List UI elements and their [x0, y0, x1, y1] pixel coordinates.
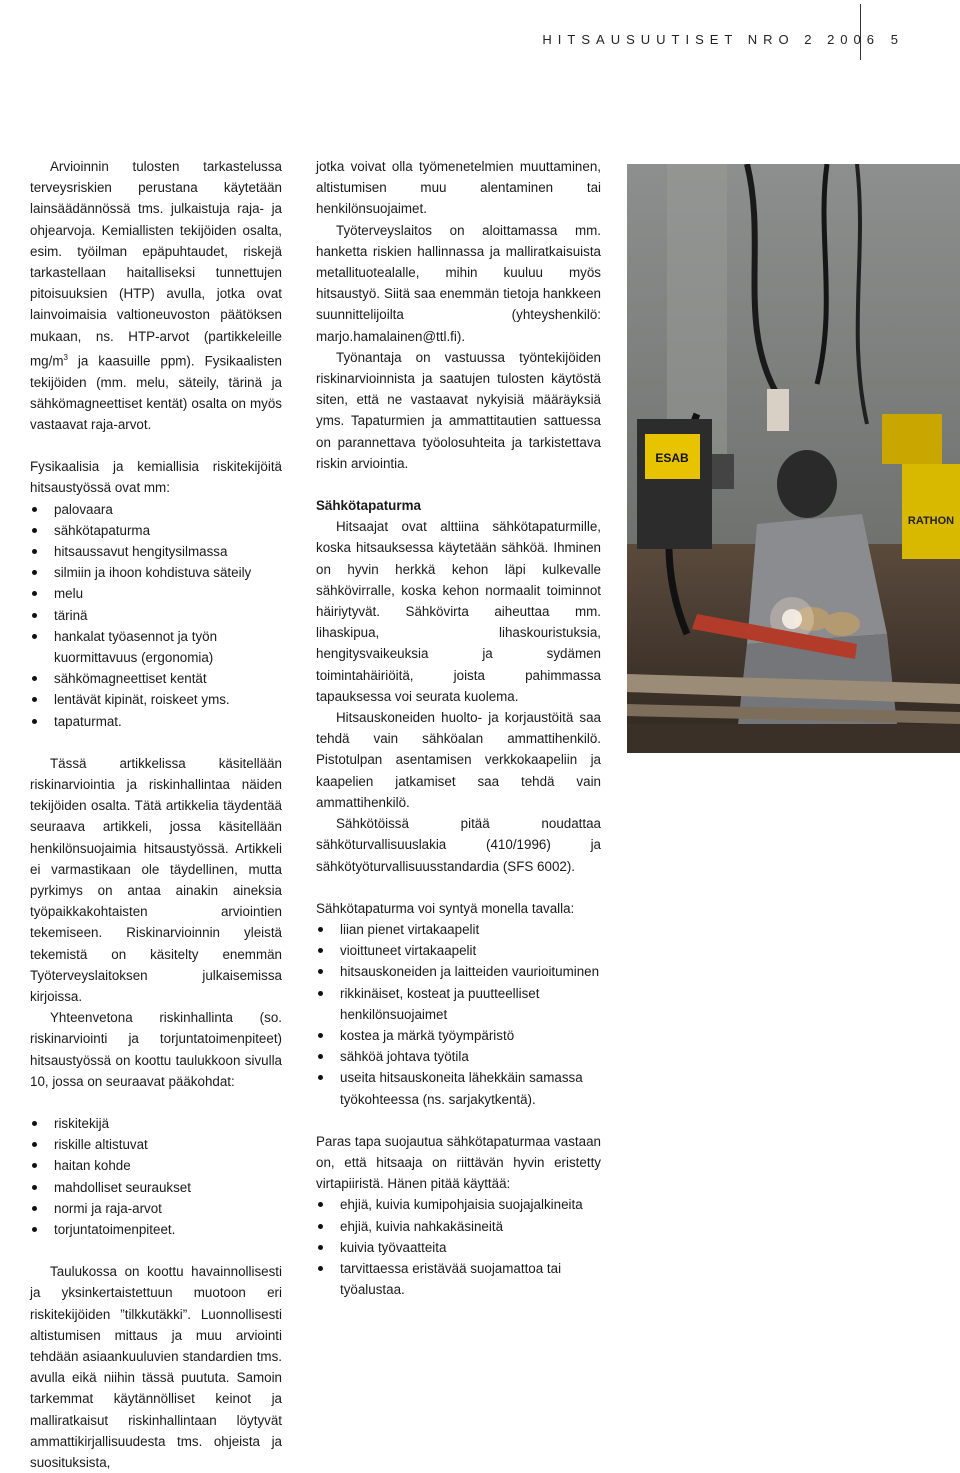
page-number: 5	[890, 32, 898, 47]
list-item: palovaara	[30, 499, 282, 520]
risk-factor-list	[30, 499, 282, 732]
column-middle	[316, 156, 601, 1300]
paragraph-text-cont: ja kaasuille ppm). Fysikaalisten tekijöiden (mm. melu, säteily, tärinä ja sähkömagneettiset kentät) osalta on myös vastaavat raja-arvot.	[30, 353, 282, 432]
list-item: rikkinäiset, kosteat ja puutteelliset henkilönsuojaimet	[316, 983, 601, 1025]
list-item: mahdolliset seuraukset	[30, 1177, 282, 1198]
running-header: HITSAUSUUTISET NRO 2 2006	[542, 32, 880, 47]
list-item: haitan kohde	[30, 1155, 282, 1176]
list-item: ehjiä, kuivia nahkakäsineitä	[316, 1216, 601, 1237]
paragraph: Sähkötapaturma voi syntyä monella tavalla:	[316, 900, 575, 916]
list-item: tarvittaessa eristävää suojamattoa tai työalustaa.	[316, 1258, 601, 1300]
list-item: ehjiä, kuivia kumipohjaisia suojajalkineita	[316, 1194, 601, 1215]
list-item: tärinä	[30, 605, 282, 626]
paragraph: Yhteenvetona riskinhallinta (so. riskinarviointi ja torjuntatoimenpiteet) hitsaustyössä on koottu taulukkoon sivulla 10, jossa on seuraavat pääkohdat:	[30, 1010, 282, 1089]
welder-photo	[627, 164, 960, 753]
list-item: melu	[30, 583, 282, 604]
list-item: vioittuneet virtakaapelit	[316, 940, 601, 961]
paragraph: Työnantaja on vastuussa työntekijöiden riskinarvioinnista ja saatujen tulosten käytöstä siten, että ne vastaavat nykyisiä määräyksiä yms. Tapaturmien ja ammattitautien sattuessa on parannettava työolosuhteita ja tarkistettava riskin arviointia.	[316, 349, 601, 471]
hazard-list	[316, 919, 601, 1110]
paragraph: Työterveyslaitos on aloittamassa mm. hanketta riskien hallinnassa ja malliratkaisuista metallituotealalle, mihin kuuluu myös hitsaustyö. Siitä saa enemmän tietoja hankkeen suunnittelijoilta (yhteyshenkilö: marjo.hamalainen@ttl.fi).	[316, 222, 601, 344]
list-item: kuivia työvaatteita	[316, 1237, 601, 1258]
paragraph: Hitsaajat ovat alttiina sähkötapaturmille, koska hitsauksessa käytetään sähköä. Ihminen on hyvin herkkä kehon läpi kulkevalle sähkövirralle, koska kehon normaalit toiminnot häiriytyvät. Sähkövirta aiheuttaa mm. lihaskipua, lihaskouristuksia, hengitysvaikeuksia ja sydämen toimintahäiriöitä, joista pahimmassa tapauksessa voi seurata kuolema.	[316, 519, 601, 704]
superscript: 3	[63, 352, 68, 362]
machine-label: ESAB	[655, 451, 689, 465]
summary-list	[30, 1113, 282, 1240]
list-item: kostea ja märkä työympäristö	[316, 1025, 601, 1046]
list-item: hitsauskoneiden ja laitteiden vaurioituminen	[316, 961, 601, 982]
list-item: sähkötapaturma	[30, 520, 282, 541]
list-item: normi ja raja-arvot	[30, 1198, 282, 1219]
list-item: silmiin ja ihoon kohdistuva säteily	[30, 562, 282, 583]
list-item: useita hitsauskoneita lähekkäin samassa työkohteessa (ns. sarjakytkentä).	[316, 1067, 601, 1109]
paragraph: Taulukossa on koottu havainnollisesti ja yksinkertaistettuun muotoon eri riskitekijöiden ”tilkkutäkki”. Luonnollisesti altistumisen mittaus ja muu arviointi tehdään asiaankuuluvien standardien tms. avulla eikä niihin tässä puututa. Samoin tarkemmat käytännölliset keinot ja malliratkaisut riskinhallintaan löytyvät ammattikirjallisuudesta tms. ohjeista ja suosituksista,	[30, 1264, 282, 1471]
list-item: tapaturmat.	[30, 711, 282, 732]
paragraph-text: Arvioinnin tulosten tarkastelussa terveysriskien perustana käytetään lainsäädännössä tms. julkaistuja raja- ja ohjearvoja. Kemiallisten tekijöiden osalta, esim. työilman epäpuhtaudet, riskejä tarkastellaan haitalliseksi tunnettujen pitoisuuksien (HTP) avulla, jotka ovat lainvoimaisia valtioneuvoston päätöksen mukaan, ns. HTP-arvot (partikkeleille mg/m	[30, 159, 282, 369]
paragraph: Fysikaalisia ja kemiallisia riskitekijöitä hitsaustyössä ovat mm:	[30, 459, 282, 496]
paragraph: Paras tapa suojautua sähkötapaturmaa vastaan on, että hitsaaja on riittävän hyvin eristetty virtapiiristä. Hänen pitää käyttää:	[316, 1133, 601, 1192]
list-item: riskille altistuvat	[30, 1134, 282, 1155]
paragraph: Hitsauskoneiden huolto- ja korjaustöitä saa tehdä vain sähköalan ammattihenkilö. Pistotulpan asentamisen verkkokaapeliin ja kaapelien jatkamiset saa tehdä vain ammattihenkilö.	[316, 710, 601, 810]
list-item: riskitekijä	[30, 1113, 282, 1134]
list-item: liian pienet virtakaapelit	[316, 919, 601, 940]
list-item: lentävät kipinät, roiskeet yms.	[30, 689, 282, 710]
column-left	[30, 156, 282, 1473]
list-item: torjuntatoimenpiteet.	[30, 1219, 282, 1240]
list-item: sähkömagneettiset kentät	[30, 668, 282, 689]
paragraph: jotka voivat olla työmenetelmien muuttaminen, altistumisen muu alentaminen tai henkilönsuojaimet.	[316, 159, 601, 217]
drum-label: RATHON	[907, 515, 955, 527]
list-item: hankalat työasennot ja työn kuormittavuus (ergonomia)	[30, 626, 282, 668]
welder-illustration	[627, 164, 960, 753]
list-item: hitsaussavut hengitysilmassa	[30, 541, 282, 562]
list-item: sähköä johtava työtila	[316, 1046, 601, 1067]
paragraph	[30, 156, 282, 435]
protection-list	[316, 1194, 601, 1300]
paragraph: Tässä artikkelissa käsitellään riskinarviointia ja riskinhallintaa näiden tekijöiden osalta. Tätä artikkelia täydentää seuraava artikkeli, jossa käsitellään henkilönsuojaimia hitsaustyössä. Artikkeli ei varmastikaan ole täydellinen, mutta pyrkimys on antaa ainakin aineksia työpaikkakohtaisten arviointien tekemiseen. Riskinarvioinnin yleistä tekemistä on käsitelty enemmän Työterveyslaitoksen julkaisemissa kirjoissa.	[30, 755, 282, 1004]
paragraph: Sähkötöissä pitää noudattaa sähköturvallisuuslakia (410/1996) ja sähkötyöturvallisuusstandardia (SFS 6002).	[316, 816, 601, 874]
section-heading: Sähkötapaturma	[316, 498, 421, 514]
